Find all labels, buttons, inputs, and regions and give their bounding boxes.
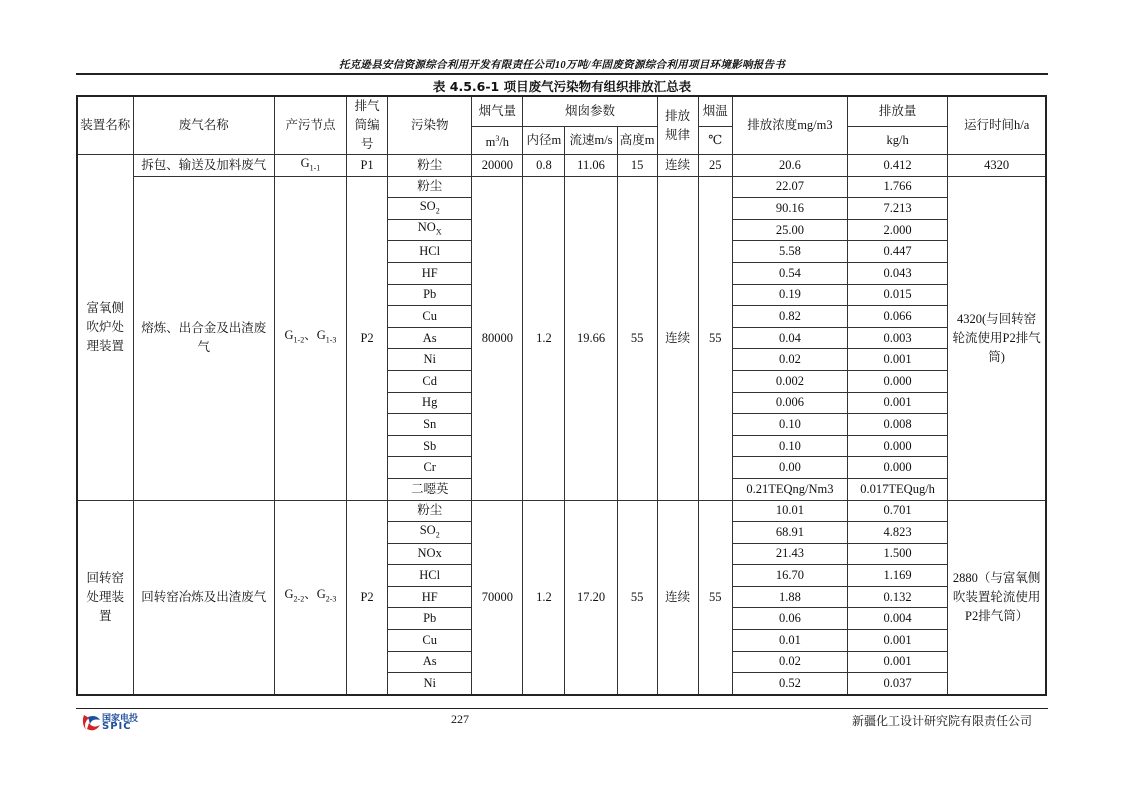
device-cell: 富氧侧吹炉处理装置 — [77, 155, 133, 501]
stack-cell: P2 — [347, 176, 388, 500]
gas-name-cell: 拆包、输送及加料废气 — [133, 155, 274, 177]
pollutant-cell: Cu — [388, 630, 472, 652]
pollutant-cell: Pb — [388, 284, 472, 306]
pollutant-cell: HCl — [388, 241, 472, 263]
conc-cell: 0.82 — [732, 306, 847, 328]
stack-cell: P1 — [347, 155, 388, 177]
conc-cell: 5.58 — [732, 241, 847, 263]
temp-cell: 55 — [698, 176, 732, 500]
th-flow-unit: $m^3/h$ — [472, 126, 523, 154]
velocity-cell: 17.20 — [565, 500, 617, 695]
pollutant-cell: $SO_2$ — [388, 198, 472, 220]
conc-cell: 21.43 — [732, 543, 847, 565]
conc-cell: 0.02 — [732, 349, 847, 371]
conc-cell: 0.10 — [732, 435, 847, 457]
velocity-cell: 11.06 — [565, 155, 617, 177]
pollutant-cell: Sn — [388, 414, 472, 436]
runtime-cell: 4320(与回转窑轮流使用P2排气筒) — [948, 176, 1046, 500]
th-gas-name: 废气名称 — [133, 96, 274, 155]
table-title: 表 4.5.6-1 项目废气污染物有组织排放汇总表 — [432, 79, 692, 94]
rate-cell: 0.447 — [848, 241, 948, 263]
node-cell: $G_{1-2}$、$G_{1-3}$ — [274, 176, 346, 500]
pollutant-cell: 粉尘 — [388, 155, 472, 177]
stack-cell: P2 — [347, 500, 388, 695]
th-runtime: 运行时间h/a — [948, 96, 1046, 155]
rule-cell: 连续 — [657, 155, 698, 177]
rate-cell: 7.213 — [848, 198, 948, 220]
pollutant-cell: Ni — [388, 349, 472, 371]
rate-cell: 0.001 — [848, 630, 948, 652]
conc-cell: 68.91 — [732, 522, 847, 544]
th-pollutant: 污染物 — [388, 96, 472, 155]
rule-cell: 连续 — [657, 500, 698, 695]
rule-cell: 连续 — [657, 176, 698, 500]
th-flow: 烟气量 — [472, 96, 523, 126]
th-height: 高度m — [617, 126, 657, 154]
rate-cell: 0.001 — [848, 349, 948, 371]
th-inner-diameter: 内径m — [523, 126, 565, 154]
node-cell: $G_{2-2}$、$G_{2-3}$ — [274, 500, 346, 695]
height-cell: 55 — [617, 176, 657, 500]
rate-cell: 0.000 — [848, 457, 948, 479]
gas-name-cell: 熔炼、出合金及出渣废气 — [133, 176, 274, 500]
rate-cell: 0.701 — [848, 500, 948, 522]
runtime-cell: 2880（与富氧侧吹装置轮流使用P2排气筒） — [948, 500, 1046, 695]
pollutant-cell: 二噁英 — [388, 478, 472, 500]
diameter-cell: 1.2 — [523, 176, 565, 500]
th-concentration: 排放浓度mg/m3 — [732, 96, 847, 155]
pollutant-cell: $NO_X$ — [388, 219, 472, 241]
th-stack-no: 排气筒编号 — [347, 96, 388, 155]
pollutant-cell: Cr — [388, 457, 472, 479]
rate-cell: 0.008 — [848, 414, 948, 436]
pollutant-cell: As — [388, 327, 472, 349]
conc-cell: 1.88 — [732, 586, 847, 608]
pollutant-cell: As — [388, 651, 472, 673]
rate-cell: 0.000 — [848, 370, 948, 392]
th-device: 装置名称 — [77, 96, 133, 155]
th-flue-params: 烟囱参数 — [523, 96, 657, 126]
velocity-cell: 19.66 — [565, 176, 617, 500]
th-discharge-rule: 排放规律 — [657, 96, 698, 155]
pollutant-cell: Cd — [388, 370, 472, 392]
conc-cell: 0.10 — [732, 414, 847, 436]
rate-cell: 0.412 — [848, 155, 948, 177]
pollutant-cell: HF — [388, 262, 472, 284]
conc-cell: 22.07 — [732, 176, 847, 198]
rate-cell: 4.823 — [848, 522, 948, 544]
table-row — [77, 155, 1046, 177]
gas-name-cell: 回转窑冶炼及出渣废气 — [133, 500, 274, 695]
rate-cell: 1.766 — [848, 176, 948, 198]
rate-cell: 0.066 — [848, 306, 948, 328]
pollutant-cell: 粉尘 — [388, 176, 472, 198]
table-row — [77, 176, 1046, 198]
rate-cell: 0.132 — [848, 586, 948, 608]
report-header: 托克逊县安信资源综合利用开发有限责任公司10万吨/年固废资源综合利用项目环境影响报告书 — [338, 60, 786, 71]
rate-cell: 0.015 — [848, 284, 948, 306]
diameter-cell: 1.2 — [523, 500, 565, 695]
pollutant-cell: Cu — [388, 306, 472, 328]
conc-cell: 0.54 — [732, 262, 847, 284]
pollutant-cell: Ni — [388, 673, 472, 695]
conc-cell: 25.00 — [732, 219, 847, 241]
conc-cell: 0.00 — [732, 457, 847, 479]
flow-cell: 80000 — [472, 176, 523, 500]
conc-cell: 10.01 — [732, 500, 847, 522]
conc-cell: 0.006 — [732, 392, 847, 414]
pollutant-cell: 粉尘 — [388, 500, 472, 522]
rate-cell: 2.000 — [848, 219, 948, 241]
conc-cell: 0.02 — [732, 651, 847, 673]
th-temp: 烟温 — [698, 96, 732, 126]
temp-cell: 25 — [698, 155, 732, 177]
conc-cell: 0.52 — [732, 673, 847, 695]
conc-cell: 0.002 — [732, 370, 847, 392]
rate-cell: 0.000 — [848, 435, 948, 457]
header-row-1 — [77, 96, 1046, 126]
temp-cell: 55 — [698, 500, 732, 695]
pollutant-cell: Hg — [388, 392, 472, 414]
pollutant-cell: Pb — [388, 608, 472, 630]
rate-cell: 0.003 — [848, 327, 948, 349]
rate-cell: 0.017TEQug/h — [848, 478, 948, 500]
th-rate: 排放量 — [848, 96, 948, 126]
th-rate-unit: kg/h — [848, 126, 948, 154]
pollutant-cell: HF — [388, 586, 472, 608]
node-cell: $G_{1-1}$ — [274, 155, 346, 177]
logo-text-en: SPIC — [102, 721, 132, 732]
rate-cell: 0.037 — [848, 673, 948, 695]
height-cell: 15 — [617, 155, 657, 177]
page-number: 227 — [451, 712, 469, 726]
footer-company: 新疆化工设计研究院有限责任公司 — [851, 714, 1032, 728]
logo-text-cn: 国家电投 — [102, 714, 139, 724]
flow-cell: 20000 — [472, 155, 523, 177]
pollutant-cell: NOx — [388, 543, 472, 565]
pollutant-cell: HCl — [388, 565, 472, 587]
height-cell: 55 — [617, 500, 657, 695]
conc-cell: 16.70 — [732, 565, 847, 587]
th-node: 产污节点 — [274, 96, 346, 155]
conc-cell: 90.16 — [732, 198, 847, 220]
flow-cell: 70000 — [472, 500, 523, 695]
conc-cell: 0.04 — [732, 327, 847, 349]
footer-rule — [76, 708, 1048, 709]
rate-cell: 0.001 — [848, 392, 948, 414]
rate-cell: 1.169 — [848, 565, 948, 587]
rate-cell: 0.043 — [848, 262, 948, 284]
device-cell: 回转窑处理装置 — [77, 500, 133, 695]
table-row — [77, 500, 1046, 522]
conc-cell: 20.6 — [732, 155, 847, 177]
rate-cell: 0.001 — [848, 651, 948, 673]
runtime-cell: 4320 — [948, 155, 1046, 177]
th-temp-unit: ℃ — [698, 126, 732, 154]
pollutant-cell: $SO_2$ — [388, 522, 472, 544]
conc-cell: 0.06 — [732, 608, 847, 630]
conc-cell: 0.21TEQng/Nm3 — [732, 478, 847, 500]
conc-cell: 0.01 — [732, 630, 847, 652]
emission-table — [76, 95, 1047, 696]
rate-cell: 1.500 — [848, 543, 948, 565]
pollutant-cell: Sb — [388, 435, 472, 457]
th-velocity: 流速m/s — [565, 126, 617, 154]
diameter-cell: 0.8 — [523, 155, 565, 177]
header-rule — [76, 73, 1048, 75]
conc-cell: 0.19 — [732, 284, 847, 306]
rate-cell: 0.004 — [848, 608, 948, 630]
